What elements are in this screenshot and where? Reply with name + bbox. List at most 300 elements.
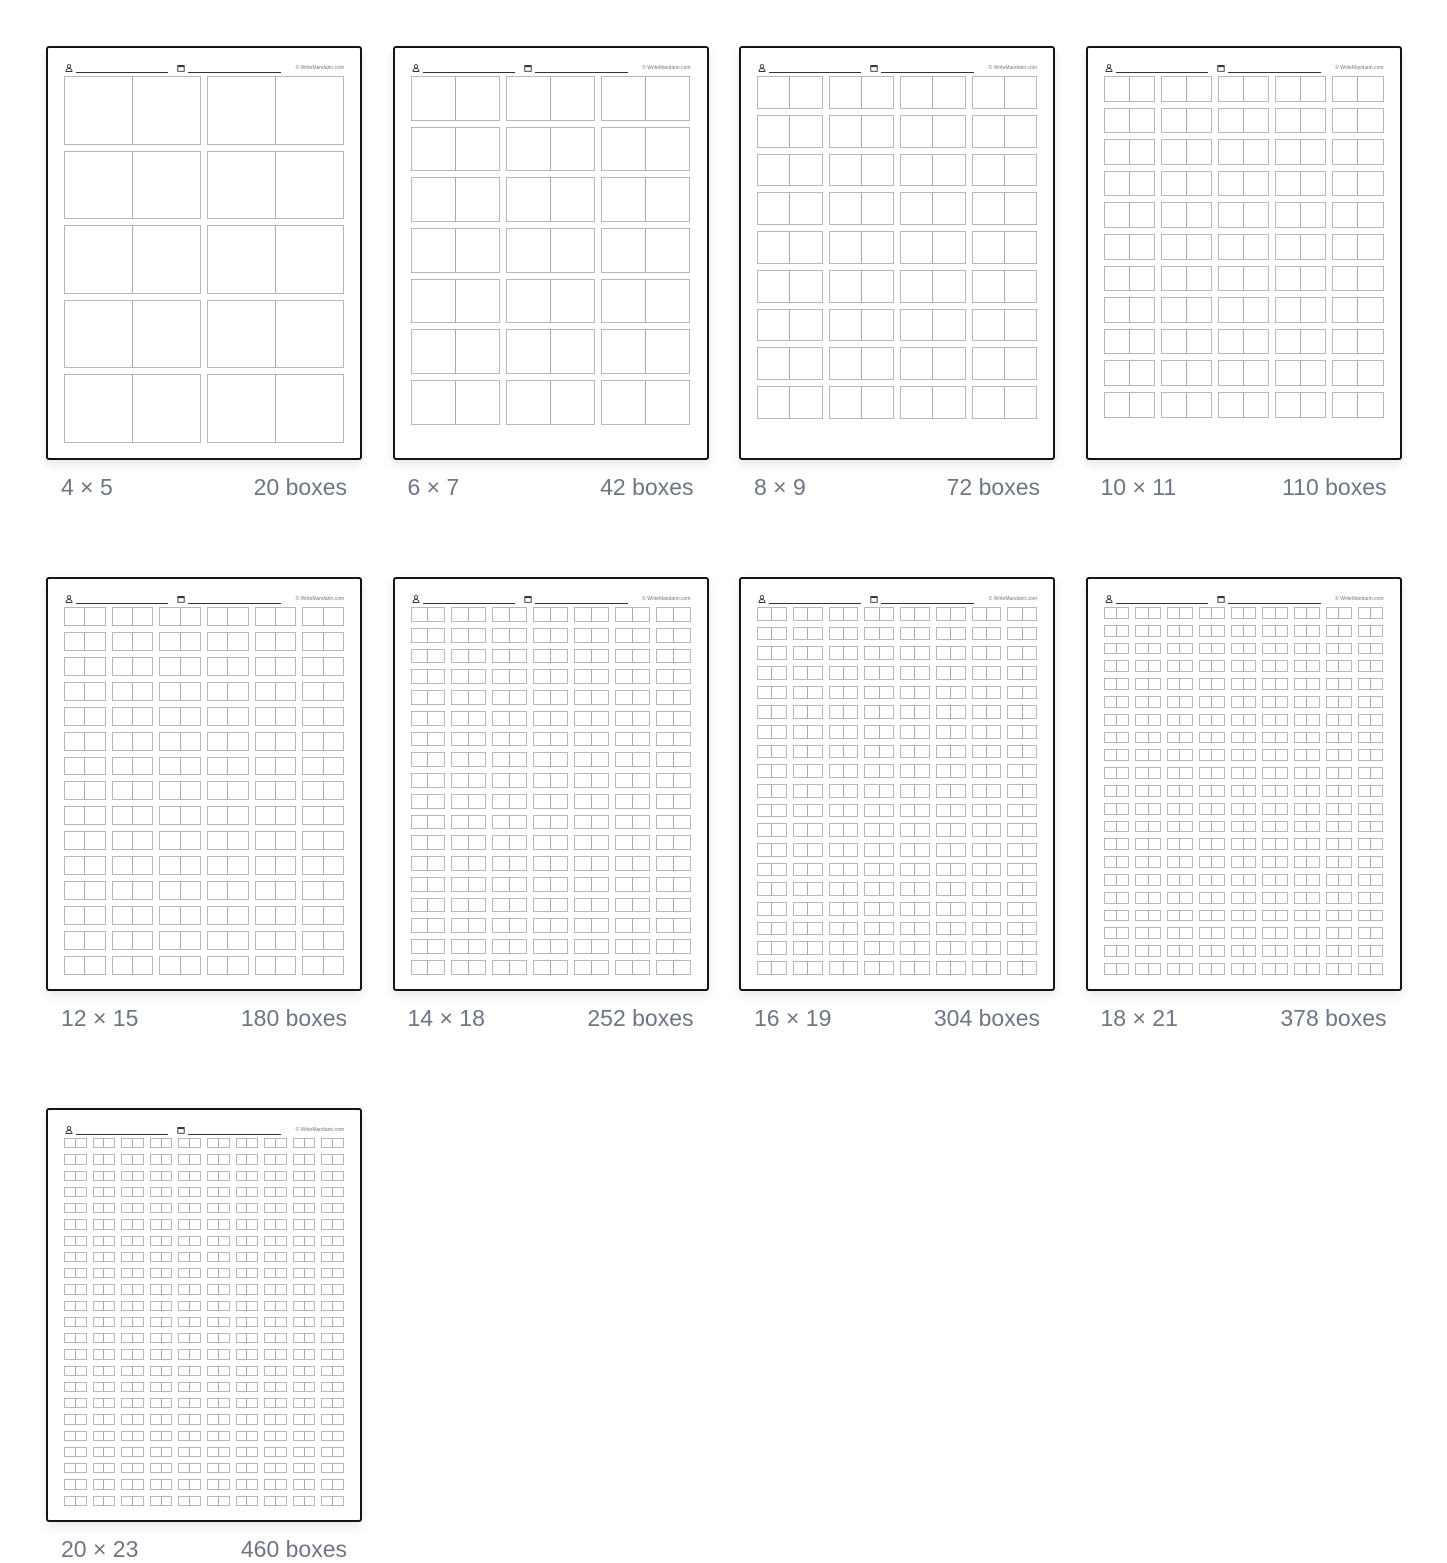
writing-box	[322, 1367, 332, 1375]
grid-row	[411, 960, 691, 975]
writing-box	[208, 782, 227, 799]
writing-box	[1338, 626, 1350, 636]
writing-box	[122, 1415, 132, 1423]
writing-box	[1243, 140, 1268, 164]
writing-box	[294, 1237, 304, 1245]
box-pair	[1275, 329, 1326, 355]
writing-box	[180, 807, 200, 824]
template-card-16x19[interactable]	[739, 577, 1055, 1032]
writing-box	[973, 903, 986, 915]
box-pair	[302, 856, 344, 875]
box-pair	[972, 764, 1002, 778]
box-pair	[1135, 838, 1161, 850]
writing-box	[208, 1204, 218, 1212]
grid-size-label: 8 × 9	[754, 474, 806, 500]
template-card-10x11[interactable]	[1086, 46, 1402, 501]
writing-box	[1004, 77, 1036, 108]
box-pair	[207, 781, 249, 800]
box-pair	[264, 1463, 287, 1473]
writing-box	[1136, 804, 1147, 814]
person-icon	[65, 64, 73, 72]
box-pair	[757, 725, 787, 739]
box-pair	[1104, 821, 1130, 833]
writing-box	[1370, 857, 1382, 867]
writing-box	[94, 1350, 104, 1358]
writing-box	[1211, 608, 1223, 618]
writing-box	[161, 1318, 172, 1326]
box-pair	[264, 1447, 287, 1457]
box-pair	[972, 882, 1002, 896]
box-pair	[255, 856, 297, 875]
writing-box	[1211, 768, 1223, 778]
writing-box	[1105, 875, 1116, 885]
writing-box	[1275, 715, 1287, 725]
name-line	[423, 603, 515, 604]
worksheet-preview[interactable]	[393, 577, 709, 991]
template-card-18x21[interactable]	[1086, 577, 1402, 1032]
writing-box	[1300, 140, 1325, 164]
sheet-header	[412, 595, 691, 605]
box-pair	[411, 669, 446, 684]
writing-box	[246, 1350, 257, 1358]
writing-box	[632, 836, 649, 849]
box-pair	[207, 632, 249, 651]
writing-box	[256, 957, 275, 974]
writing-box	[1129, 330, 1154, 354]
box-pair	[656, 711, 691, 726]
writing-box	[1116, 661, 1128, 671]
writing-box	[103, 1155, 114, 1163]
box-pair	[302, 781, 344, 800]
writing-box	[132, 782, 152, 799]
writing-box	[208, 907, 227, 924]
box-pair	[1199, 910, 1225, 922]
writing-box	[771, 687, 785, 699]
writing-box	[534, 774, 550, 787]
box-pair	[1167, 732, 1193, 744]
box-pair	[159, 757, 201, 776]
writing-box	[657, 857, 673, 870]
writing-box	[132, 301, 200, 368]
writing-box	[575, 919, 591, 932]
template-card-6x7[interactable]	[393, 46, 709, 501]
box-pair	[1332, 392, 1383, 418]
writing-box	[208, 1302, 218, 1310]
writing-box	[113, 633, 132, 650]
writing-box	[84, 683, 104, 700]
grid-row	[64, 881, 344, 900]
writing-box	[1275, 661, 1287, 671]
writing-box	[1004, 387, 1036, 418]
box-pair	[411, 329, 500, 374]
writing-box	[616, 691, 632, 704]
writing-box	[151, 1285, 161, 1293]
writing-box	[507, 330, 550, 373]
writing-box	[1168, 661, 1179, 671]
grid-row	[757, 347, 1037, 380]
writing-box	[294, 1415, 304, 1423]
writing-box	[132, 152, 200, 219]
box-pair	[150, 1268, 173, 1278]
writing-box	[973, 116, 1004, 147]
box-pair	[492, 732, 527, 747]
writing-box	[950, 864, 964, 876]
writing-box	[246, 1285, 257, 1293]
writing-box	[208, 1383, 218, 1391]
box-pair	[574, 773, 609, 788]
writing-box	[1338, 928, 1350, 938]
writing-box	[304, 1204, 315, 1212]
writing-box	[189, 1237, 200, 1245]
box-pair	[207, 300, 344, 369]
writing-box	[208, 1334, 218, 1342]
box-pair	[1262, 910, 1288, 922]
writing-box	[294, 1399, 304, 1407]
box-pair	[264, 1301, 287, 1311]
box-pair	[411, 711, 446, 726]
box-count-label: 180 boxes	[240, 1005, 347, 1031]
box-pair	[64, 1203, 87, 1213]
writing-box	[575, 774, 591, 787]
box-pair	[150, 1284, 173, 1294]
writing-box	[246, 1269, 257, 1277]
writing-box	[550, 878, 567, 891]
writing-box	[1275, 857, 1287, 867]
writing-box	[151, 1350, 161, 1358]
writing-box	[1179, 733, 1191, 743]
writing-box	[322, 1383, 332, 1391]
template-card-14x18[interactable]	[393, 577, 709, 1032]
writing-box	[861, 232, 893, 263]
box-pair	[64, 1447, 87, 1457]
box-pair	[757, 705, 787, 719]
worksheet-preview[interactable]	[46, 46, 362, 460]
writing-box	[151, 1448, 161, 1456]
box-pair	[121, 1479, 144, 1489]
box-pair	[321, 1333, 344, 1343]
writing-box	[1243, 361, 1268, 385]
writing-box	[1179, 857, 1191, 867]
box-pair	[1007, 686, 1037, 700]
name-line	[76, 603, 168, 604]
writing-box	[94, 1448, 104, 1456]
writing-box	[452, 878, 468, 891]
writing-box	[180, 683, 200, 700]
writing-box	[1243, 857, 1255, 867]
writing-box	[865, 746, 878, 758]
box-pair	[93, 1219, 116, 1229]
writing-box	[509, 836, 526, 849]
writing-box	[75, 1139, 86, 1147]
writing-box	[246, 1399, 257, 1407]
box-pair	[411, 918, 446, 933]
box-pair	[936, 666, 966, 680]
writing-box	[509, 670, 526, 683]
box-pair	[1167, 910, 1193, 922]
writing-box	[986, 962, 1000, 974]
box-pair	[1104, 732, 1130, 744]
writing-box	[879, 864, 893, 876]
box-pair	[936, 941, 966, 955]
box-pair	[451, 711, 486, 726]
box-pair	[864, 666, 894, 680]
writing-box	[901, 667, 914, 679]
writing-box	[1359, 857, 1370, 867]
writing-box	[673, 608, 690, 621]
box-pair	[264, 1366, 287, 1376]
box-pair	[574, 669, 609, 684]
box-pair	[1199, 892, 1225, 904]
practice-grid	[411, 76, 691, 444]
writing-box	[1338, 644, 1350, 654]
writing-box	[575, 857, 591, 870]
writing-box	[208, 1237, 218, 1245]
box-pair	[1218, 76, 1269, 102]
writing-box	[1370, 697, 1382, 707]
box-pair	[1326, 732, 1352, 744]
writing-box	[208, 77, 275, 144]
worksheet-preview[interactable]	[46, 1108, 362, 1522]
worksheet-preview[interactable]	[393, 46, 709, 460]
writing-box	[189, 1415, 200, 1423]
box-pair	[1358, 910, 1384, 922]
box-pair	[93, 1496, 116, 1506]
writing-box	[914, 628, 928, 640]
writing-box	[534, 961, 550, 974]
writing-box	[132, 807, 152, 824]
writing-box	[830, 726, 843, 738]
writing-box	[807, 883, 821, 895]
writing-box	[1263, 644, 1274, 654]
writing-box	[208, 152, 275, 219]
box-pair	[601, 279, 690, 324]
writing-box	[161, 1188, 172, 1196]
writing-box	[758, 628, 771, 640]
grid-row	[411, 127, 691, 172]
writing-box	[218, 1285, 229, 1293]
box-pair	[757, 646, 787, 660]
writing-box	[865, 785, 878, 797]
writing-box	[1300, 203, 1325, 227]
box-pair	[1358, 767, 1384, 779]
box-pair	[112, 806, 154, 825]
writing-box	[189, 1367, 200, 1375]
box-pair	[1199, 749, 1225, 761]
box-pair	[864, 961, 894, 975]
writing-box	[1275, 733, 1287, 743]
writing-box	[575, 650, 591, 663]
template-card-8x9[interactable]	[739, 46, 1055, 501]
box-pair	[1294, 660, 1320, 672]
box-pair	[492, 649, 527, 664]
writing-box	[1022, 608, 1036, 620]
writing-box	[550, 629, 567, 642]
grid-row	[411, 711, 691, 726]
writing-box	[616, 608, 632, 621]
writing-box	[452, 753, 468, 766]
box-pair	[93, 1398, 116, 1408]
grid-row	[64, 1284, 344, 1294]
writing-box	[208, 708, 227, 725]
box-pair	[255, 906, 297, 925]
writing-box	[794, 628, 807, 640]
writing-box	[1008, 805, 1021, 817]
writing-box	[591, 670, 608, 683]
box-pair	[255, 682, 297, 701]
writing-box	[1179, 839, 1191, 849]
writing-box	[455, 229, 499, 272]
worksheet-preview[interactable]	[46, 577, 362, 991]
writing-box	[132, 1480, 143, 1488]
writing-box	[275, 708, 295, 725]
writing-box	[973, 962, 986, 974]
writing-box	[861, 116, 893, 147]
name-line	[76, 1134, 168, 1135]
writing-box	[208, 1139, 218, 1147]
box-pair	[900, 784, 930, 798]
writing-box	[75, 1253, 86, 1261]
writing-box	[807, 706, 821, 718]
writing-box	[1327, 750, 1338, 760]
box-pair	[207, 732, 249, 751]
box-pair	[236, 1333, 259, 1343]
writing-box	[1232, 715, 1243, 725]
writing-box	[65, 152, 132, 219]
box-pair	[793, 666, 823, 680]
box-pair	[1262, 625, 1288, 637]
calendar-icon	[1217, 595, 1225, 603]
box-pair	[264, 1187, 287, 1197]
writing-box	[1200, 768, 1211, 778]
writing-box	[1022, 824, 1036, 836]
writing-box	[534, 608, 550, 621]
writing-box	[1116, 964, 1128, 974]
writing-box	[914, 864, 928, 876]
box-pair	[411, 279, 500, 324]
writing-box	[94, 1334, 104, 1342]
writing-box	[1359, 893, 1370, 903]
writing-box	[65, 1399, 75, 1407]
writing-box	[122, 1448, 132, 1456]
writing-box	[218, 1237, 229, 1245]
worksheet-preview[interactable]	[1086, 577, 1402, 991]
box-pair	[1167, 678, 1193, 690]
writing-box	[275, 226, 343, 293]
writing-box	[75, 1448, 86, 1456]
writing-box	[807, 647, 821, 659]
writing-box	[218, 1432, 229, 1440]
writing-box	[632, 670, 649, 683]
box-pair	[1275, 360, 1326, 386]
box-pair	[451, 669, 486, 684]
box-pair	[900, 725, 930, 739]
template-caption	[739, 1004, 1055, 1032]
writing-box	[218, 1172, 229, 1180]
writing-box	[65, 1188, 75, 1196]
writing-box	[304, 1497, 315, 1505]
writing-box	[1186, 298, 1211, 322]
writing-box	[794, 962, 807, 974]
writing-box	[189, 1448, 200, 1456]
writing-box	[1136, 715, 1147, 725]
template-card-12x15[interactable]	[46, 577, 362, 1032]
writing-box	[758, 923, 771, 935]
worksheet-preview[interactable]	[739, 46, 1055, 460]
writing-box	[208, 733, 227, 750]
box-pair	[264, 1252, 287, 1262]
writing-box	[1232, 839, 1243, 849]
writing-box	[591, 691, 608, 704]
calendar-icon	[177, 1126, 185, 1134]
box-pair	[533, 773, 568, 788]
date-line	[188, 603, 281, 604]
writing-box	[1306, 911, 1318, 921]
writing-box	[986, 628, 1000, 640]
writing-box	[122, 1302, 132, 1310]
writing-box	[1116, 715, 1128, 725]
writing-box	[861, 310, 893, 341]
box-pair	[93, 1138, 116, 1148]
box-pair	[293, 1268, 316, 1278]
box-pair	[159, 856, 201, 875]
writing-box	[509, 712, 526, 725]
writing-box	[861, 155, 893, 186]
box-pair	[293, 1317, 316, 1327]
writing-box	[534, 712, 550, 725]
worksheet-preview[interactable]	[739, 577, 1055, 991]
box-pair	[64, 1349, 87, 1359]
template-card-4x5[interactable]	[46, 46, 362, 501]
writing-box	[256, 782, 275, 799]
writing-box	[132, 857, 152, 874]
box-pair	[1332, 297, 1383, 323]
writing-box	[950, 687, 964, 699]
writing-box	[1295, 839, 1306, 849]
writing-box	[151, 1383, 161, 1391]
writing-box	[75, 1399, 86, 1407]
grid-row	[411, 628, 691, 643]
box-pair	[207, 906, 249, 925]
writing-box	[256, 907, 275, 924]
box-pair	[207, 1138, 230, 1148]
writing-box	[602, 381, 645, 424]
writing-box	[322, 1448, 332, 1456]
writing-box	[132, 1432, 143, 1440]
writing-box	[275, 301, 343, 368]
box-pair	[150, 1398, 173, 1408]
writing-box	[1179, 644, 1191, 654]
writing-box	[275, 1204, 286, 1212]
writing-box	[1116, 679, 1128, 689]
box-pair	[178, 1301, 201, 1311]
template-card-20x23[interactable]	[46, 1108, 362, 1563]
person-icon	[1105, 595, 1113, 603]
writing-box	[189, 1155, 200, 1163]
writing-box	[304, 1383, 315, 1391]
writing-box	[550, 77, 594, 120]
writing-box	[1306, 857, 1318, 867]
writing-box	[1105, 77, 1129, 101]
box-pair	[533, 607, 568, 622]
worksheet-preview[interactable]	[1086, 46, 1402, 460]
writing-box	[771, 608, 785, 620]
writing-box	[914, 785, 928, 797]
box-pair	[451, 815, 486, 830]
box-pair	[1262, 678, 1288, 690]
writing-box	[1370, 893, 1382, 903]
box-pair	[1326, 910, 1352, 922]
grid-row	[1104, 266, 1384, 292]
